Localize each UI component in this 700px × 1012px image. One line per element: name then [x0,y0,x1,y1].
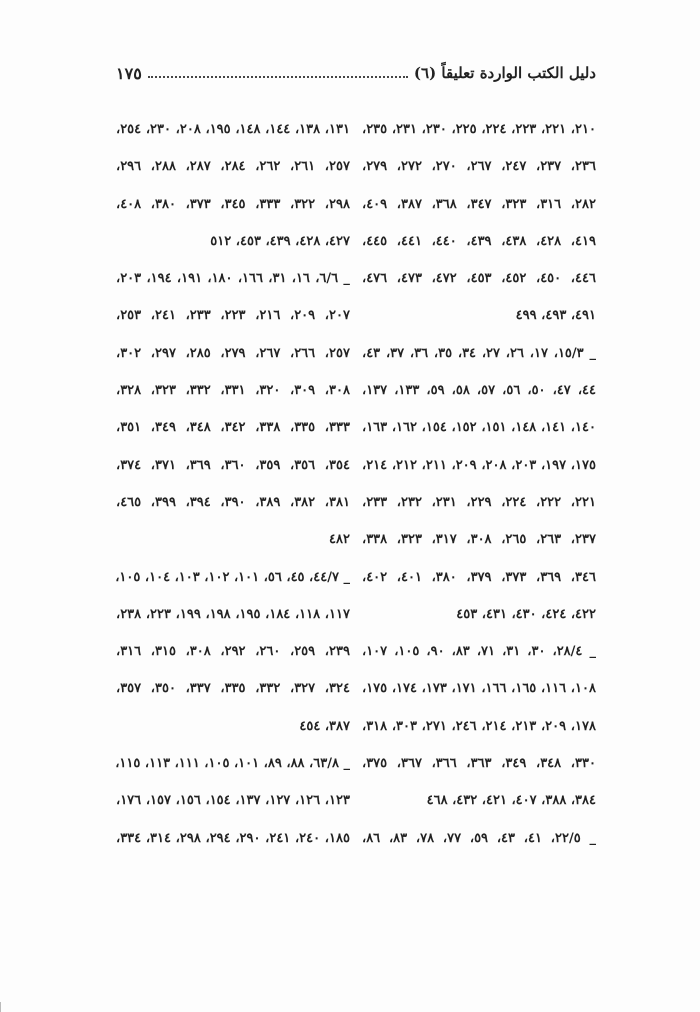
index-line: ٤٨٢ [329,532,350,548]
index-line: ٣٣٠، ٣٤٨، ٣٤٩، ٣٦٣، ٣٦٦، ٣٦٧، ٣٧٥، [362,756,596,772]
index-line: ١٣١، ١٣٨، ١٤٤، ١٤٨، ١٩٥، ٢٠٨، ٢٣٠، ٢٥٤، [116,122,350,137]
index-line: ٣٣٣، ٣٣٥، ٣٣٨، ٣٤٢، ٣٤٨، ٣٤٩، ٣٥١، [116,420,350,436]
index-line: ٢٢١، ٢٢٢، ٢٢٤، ٢٢٩، ٢٣١، ٢٣٢، ٢٣٣، [362,494,596,510]
index-line: ٤٤٦، ٤٥٠، ٤٥٢، ٤٥٣، ٤٧٢، ٤٧٣، ٤٧٦، [362,271,596,287]
index-line: _ ٤٤/٧، ٤٥، ٥٦، ١٠١، ١٠٢، ١٠٣، ١٠٤، ١٠٥، [115,569,350,585]
index-line: ٣٨١، ٣٨٢، ٣٨٩، ٣٩٠، ٣٩٤، ٣٩٩، ٤٦٥، [116,494,350,510]
index-line: ٣٥٤، ٣٥٦، ٣٥٩، ٣٦٠، ٣٦٩، ٣٧١، ٣٧٤، [116,457,350,473]
index-line: ٤٢٧، ٤٢٨، ٤٣٩، ٤٥٣، ٥١٢ [210,233,350,249]
index-line: ٣٤٦، ٣٦٩، ٣٧٣، ٣٧٩، ٣٨٠، ٤٠١، ٤٠٢، [362,569,596,585]
index-line: ٢٩٨، ٣٢٢، ٣٣٣، ٣٤٥، ٣٧٣، ٣٨٠، ٤٠٨، [116,196,350,212]
page-header [116,58,596,88]
index-line: ٢٥٧، ٢٦١، ٢٦٢، ٢٨٤، ٢٨٧، ٢٨٨، ٢٩٦، [116,159,350,175]
index-line: _ ٦٣/٨، ٨٨، ٨٩، ١٠١، ١٠٥، ١١١، ١١٣، ١١٥، [115,756,350,772]
right-column [362,111,596,857]
index-line: ٢٣٩، ٢٥٩، ٢٦٠، ٢٩٢، ٣٠٨، ٣١٥، ٣١٦، [116,644,350,660]
index-line: ٤٩١، ٤٩٣، ٤٩٩ [515,308,596,324]
index-line: ٣٨٧، ٤٥٤ [299,718,350,734]
index-line: ٤١٩، ٤٢٨، ٤٣٨، ٤٣٩، ٤٤٠، ٤٤١، ٤٤٥، [362,233,596,249]
index-line: ٣٨٤، ٣٨٨، ٤٠٧، ٤٢١، ٤٣٢، ٤٦٨ [426,793,596,809]
running-title: دليل الكتب الواردة تعليقاً (٦) [413,64,596,82]
index-line: ٢٣٦، ٢٣٧، ٢٤٧، ٢٦٧، ٢٧٠، ٢٧٢، ٢٧٩، [362,159,596,175]
index-line: _ ١٥/٣، ١٧، ٢٦، ٢٧، ٣٤، ٣٥، ٣٦، ٣٧، ٤٣، [362,345,596,361]
index-line: ١٢٣، ١٢٦، ١٢٧، ١٣٧، ١٥٤، ١٥٦، ١٥٧، ١٧٦، [116,793,350,809]
index-line: ١١٧، ١١٨، ١٨٤، ١٩٥، ١٩٨، ١٩٩، ٢٢٣، ٢٣٨، [116,606,350,622]
index-line: _ ٦/٦، ١٦، ٣١، ١٦٦، ١٨٠، ١٩١، ١٩٤، ٢٠٣، [116,271,350,287]
index-line: ٢١٠، ٢٢١، ٢٢٣، ٢٢٤، ٢٢٥، ٢٣٠، ٢٣١، ٢٣٥، [362,122,596,137]
page-edge-mark [0,1002,41,1012]
index-line: ١٤٠، ١٤١، ١٤٨، ١٥١، ١٥٢، ١٥٤، ١٦٢، ١٦٣، [362,420,596,436]
index-columns [116,111,596,857]
index-line: ٤٤، ٤٧، ٥٠، ٥٦، ٥٧، ٥٨، ٥٩، ١٣٣، ١٣٧، [362,383,597,399]
index-line: ٢٨٢، ٣١٦، ٣٢٣، ٣٤٧، ٣٦٨، ٣٨٧، ٤٠٩، [362,196,596,212]
left-column [116,111,350,857]
index-line: ٤٢٢، ٤٢٤، ٤٣٠، ٤٣١، ٤٥٣ [456,606,596,622]
index-line: ٢٠٧، ٢٠٩، ٢١٦، ٢٢٣، ٢٣٣، ٢٤١، ٢٥٣، [116,308,350,324]
index-line: ٢٣٧، ٢٦٣، ٢٦٥، ٣٠٨، ٣١٧، ٣٢٣، ٣٣٨، [362,532,596,548]
index-line: ٣٢٤، ٣٢٧، ٣٣٢، ٣٣٥، ٣٣٧، ٣٥٠، ٣٥٧، [116,681,350,697]
index-line: ١٠٨، ١١٦، ١٦٥، ١٦٦، ١٧١، ١٧٣، ١٧٤، ١٧٥، [362,681,596,697]
index-line: _ ٢٢/٥، ٤١، ٤٣، ٥٩، ٧٧، ٧٨، ٨٣، ٨٦، [362,830,596,846]
index-line: ١٨٥، ٢٤٠، ٢٤١، ٢٩٠، ٢٩٤، ٢٩٨، ٣١٤، ٣٣٤، [116,830,350,846]
index-line: ١٧٨، ٢٠٩، ٢١٣، ٢١٤، ٢٤٦، ٢٧١، ٣٠٣، ٣١٨، [362,718,596,734]
page-number: ١٧٥ [116,63,142,83]
index-line: ٢٥٧، ٢٦٦، ٢٦٧، ٢٧٩، ٢٨٥، ٢٩٧، ٣٠٢، [116,345,350,361]
dotted-leader [148,76,408,78]
index-line: _ ٢٨/٤، ٣٠، ٣١، ٧١، ٨٣، ٩٠، ١٠٥، ١٠٧، [362,644,596,660]
index-line: ١٧٥، ١٩٧، ٢٠٣، ٢٠٨، ٢٠٩، ٢١١، ٢١٢، ٢١٤، [362,457,596,473]
index-line: ٣٠٨، ٣٠٩، ٣٢٠، ٣٣١، ٣٣٢، ٣٢٣، ٣٢٨، [116,383,350,399]
